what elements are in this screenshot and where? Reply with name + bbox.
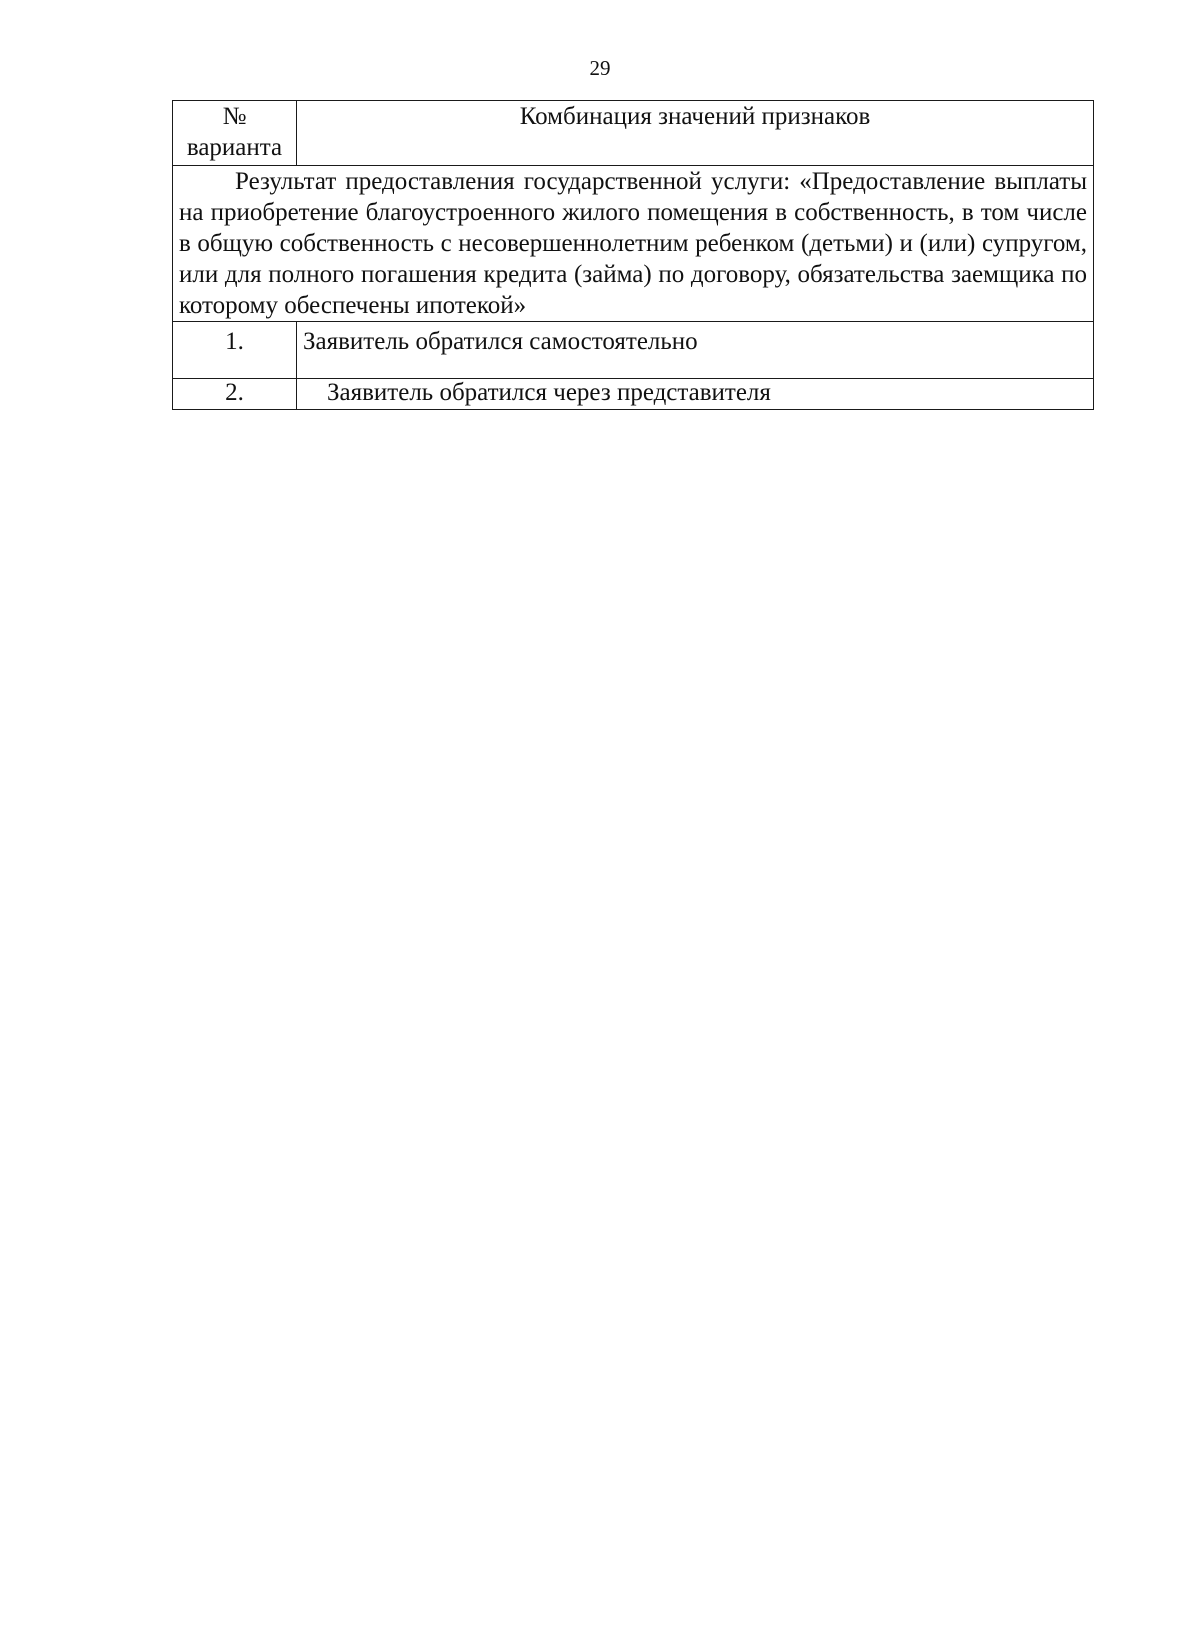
variant-number: 1. (173, 322, 297, 379)
variant-number: 2. (173, 379, 297, 410)
result-row (173, 166, 1094, 322)
page-number: 29 (589, 56, 611, 80)
variants-table (172, 100, 1094, 410)
variant-description: Заявитель обратился самостоятельно (297, 322, 1094, 379)
table-row (173, 322, 1094, 379)
header-combination: Комбинация значений признаков (297, 101, 1094, 166)
table-header-row (173, 101, 1094, 166)
variant-description: Заявитель обратился через представителя (297, 379, 1094, 410)
table-row (173, 379, 1094, 410)
service-result-text: Результат предоставления государственной услуги: «Предоставление выплаты на приобретение благоустроенного жилого помещения в собственность, в том числе в общую собственность с несовершеннолетним ребенком (детьми) и (или) супругом, или для полного погашения кредита (займа) по договору, обязательства заемщика по которому обеспечены ипотекой» (173, 166, 1094, 322)
header-variant-number: № варианта (173, 101, 297, 166)
